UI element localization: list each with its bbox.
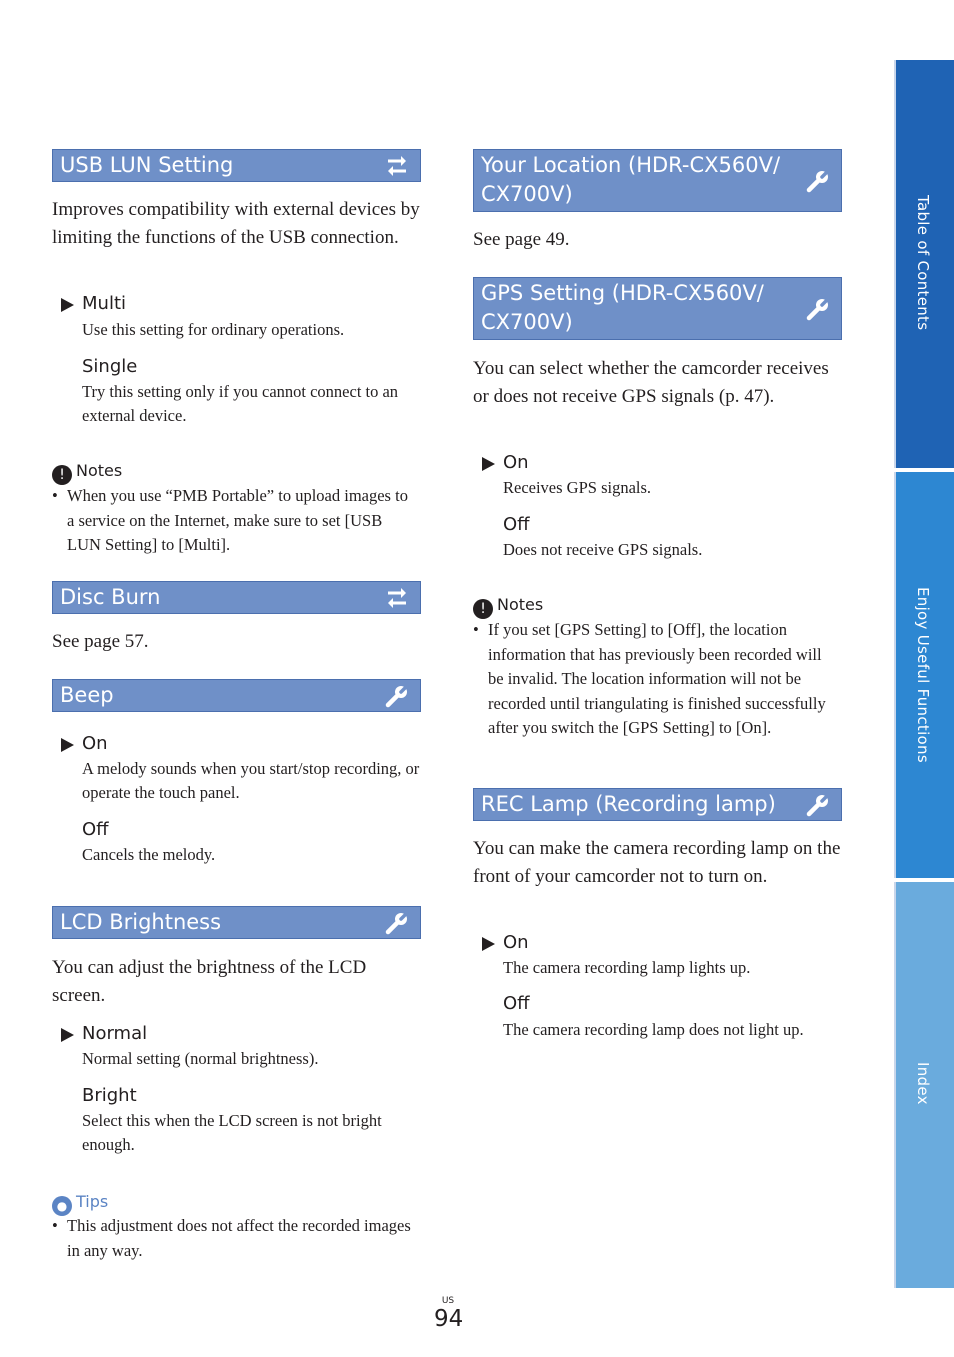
page-number-value: 94 xyxy=(434,1306,464,1332)
option-multi-desc: Use this setting for ordinary operations. xyxy=(82,320,345,339)
gps-setting-header xyxy=(473,277,842,340)
option-label: Normal xyxy=(82,1023,148,1044)
lcd-brightness-description: You can adjust the brightness of the LCD screen. xyxy=(52,957,367,1006)
option-off-desc: Cancels the melody. xyxy=(82,845,216,864)
option-on-desc: Receives GPS signals. xyxy=(503,478,652,497)
usb-lun-setting-header xyxy=(52,149,421,182)
sidebar-tab-table-of-contents[interactable] xyxy=(894,60,954,468)
notes-item: • When you use “PMB Portable” to upload images to a service on the Internet, make sure to set [USB LUN Setting] to [Multi]. xyxy=(67,484,419,558)
wrench-icon xyxy=(384,683,410,709)
lightbulb-icon: ● xyxy=(52,1196,72,1216)
usb-lun-description: Improves compatibility with external devices by limiting the functions of the USB connection. xyxy=(52,199,420,248)
option-on-desc: The camera recording lamp lights up. xyxy=(503,958,751,977)
option-on xyxy=(503,931,843,955)
section-title: Your Location (HDR-CX560V/ CX700V) xyxy=(481,153,781,206)
option-bright-desc: Select this when the LCD screen is not bright enough. xyxy=(82,1111,382,1154)
option-label: Off xyxy=(503,993,530,1014)
sidebar-tab-index[interactable] xyxy=(894,882,954,1288)
beep-header xyxy=(52,679,421,712)
rec-lamp-description: You can make the camera recording lamp on the front of your camcorder not to turn on. xyxy=(473,838,841,887)
lcd-brightness-header xyxy=(52,906,421,939)
option-off xyxy=(503,513,843,537)
option-off-desc: The camera recording lamp does not light up. xyxy=(503,1020,804,1039)
option-single xyxy=(82,355,422,379)
section-title: Beep xyxy=(60,683,114,707)
notes-title: Notes xyxy=(76,461,123,480)
section-title: USB LUN Setting xyxy=(60,153,234,177)
region-code: US xyxy=(441,1296,455,1306)
wrench-icon xyxy=(805,168,831,194)
option-label: Multi xyxy=(82,293,126,314)
tab-label: Index xyxy=(914,1062,932,1105)
notes-icon: ! xyxy=(473,599,493,619)
your-location-reference: See page 49. xyxy=(473,229,570,250)
transfer-arrows-icon xyxy=(384,153,410,179)
section-title: LCD Brightness xyxy=(60,910,222,934)
wrench-icon xyxy=(805,296,831,322)
option-off-desc: Does not receive GPS signals. xyxy=(503,540,703,559)
notes-title: Notes xyxy=(497,595,544,614)
option-label: Bright xyxy=(82,1085,137,1106)
option-label: On xyxy=(82,733,108,754)
wrench-icon xyxy=(384,910,410,936)
option-label: On xyxy=(503,452,529,473)
option-off xyxy=(503,992,843,1016)
tab-label: Table of Contents xyxy=(914,195,932,331)
page-number xyxy=(434,1296,462,1332)
section-title: GPS Setting (HDR-CX560V/ CX700V) xyxy=(481,281,764,334)
option-bright xyxy=(82,1084,422,1108)
your-location-header xyxy=(473,149,842,212)
notes-icon: ! xyxy=(52,465,72,485)
tips-item: • This adjustment does not affect the recorded images in any way. xyxy=(67,1214,419,1263)
tips-title: Tips xyxy=(76,1192,109,1211)
notes-item: • If you set [GPS Setting] to [Off], the location information that has previously been recorded will be invalid. The location information will not be recorded until triangulating is finished successfully after you switch the [GPS Setting] to [On]. xyxy=(488,618,840,741)
option-label: Off xyxy=(503,514,530,535)
option-normal xyxy=(82,1022,422,1046)
wrench-icon xyxy=(805,792,831,818)
sidebar-tab-enjoy-useful-functions[interactable] xyxy=(894,472,954,878)
option-label: On xyxy=(503,932,529,953)
section-title: Disc Burn xyxy=(60,585,161,609)
notes-heading xyxy=(52,460,122,485)
default-marker-icon xyxy=(482,937,495,951)
tab-label: Enjoy Useful Functions xyxy=(914,587,932,763)
disc-burn-header xyxy=(52,581,421,614)
option-on xyxy=(503,451,843,475)
transfer-arrows-icon xyxy=(384,585,410,611)
notes-heading xyxy=(473,594,543,619)
option-label: Single xyxy=(82,356,138,377)
default-marker-icon xyxy=(61,738,74,752)
option-single-desc: Try this setting only if you cannot connect to an external device. xyxy=(82,382,399,425)
default-marker-icon xyxy=(61,298,74,312)
option-on xyxy=(82,732,422,756)
option-on-desc: A melody sounds when you start/stop recording, or operate the touch panel. xyxy=(82,759,420,802)
gps-setting-description: You can select whether the camcorder receives or does not receive GPS signals (p. 47). xyxy=(473,358,829,407)
rec-lamp-header xyxy=(473,788,842,821)
option-off xyxy=(82,818,422,842)
disc-burn-reference: See page 57. xyxy=(52,631,149,652)
tips-heading xyxy=(52,1191,108,1216)
option-multi xyxy=(82,292,422,316)
default-marker-icon xyxy=(482,457,495,471)
section-title: REC Lamp (Recording lamp) xyxy=(481,792,776,816)
option-normal-desc: Normal setting (normal brightness). xyxy=(82,1049,319,1068)
default-marker-icon xyxy=(61,1028,74,1042)
option-label: Off xyxy=(82,819,109,840)
